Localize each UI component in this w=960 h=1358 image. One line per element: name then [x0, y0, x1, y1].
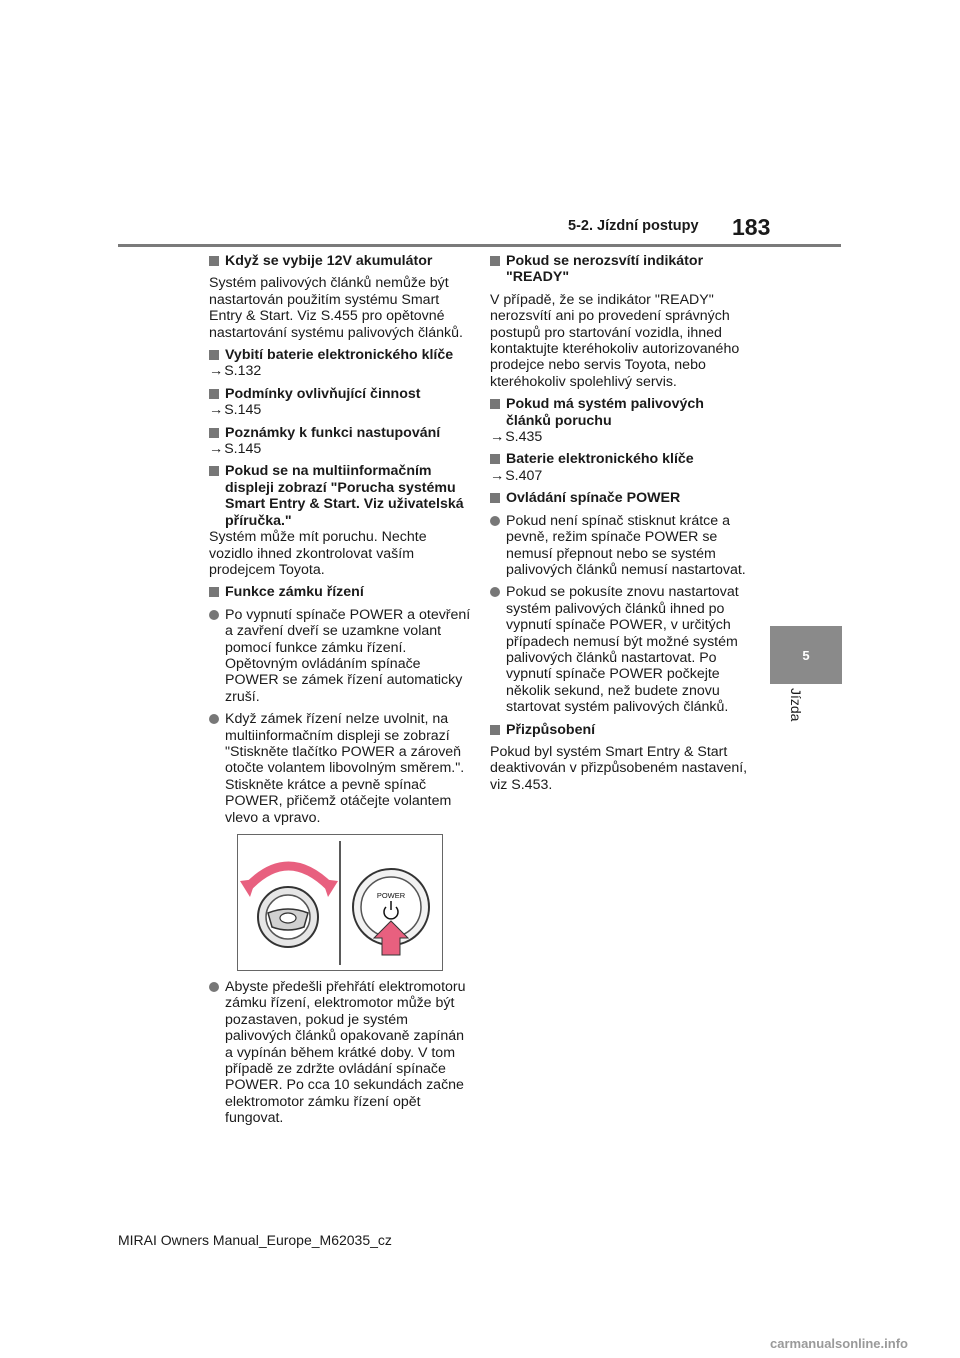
heading-key-battery: Baterie elektronického klíče	[490, 451, 752, 467]
heading-customization: Přizpůsobení	[490, 722, 752, 738]
section-title: 5-2. Jízdní postupy	[568, 218, 699, 234]
power-button-label: POWER	[376, 891, 406, 900]
paragraph-ready-indicator: V případě, že se indikátor "READY" nerozsvítí ani po provedení správných postupů pro startování vozidla, ihned kontaktujte kteréhokoliv autorizovaného prodejce nebo servis Toyota, nebo kteréhokoliv spolehlivý servis.	[490, 291, 740, 390]
heading-operating-conditions: Podmínky ovlivňující činnost	[209, 386, 471, 402]
reference-link[interactable]: → S.132	[209, 363, 471, 379]
steering-power-illustration	[237, 834, 443, 971]
footer-text: MIRAI Owners Manual_Europe_M62035_cz	[118, 1232, 392, 1248]
paragraph-customization: Pokud byl systém Smart Entry & Start deaktivován v přizpůsobeném nastavení, viz S.453.	[490, 743, 748, 793]
heading-entry-function: Poznámky k funkci nastupování	[209, 425, 471, 441]
heading-key-battery: Vybití baterie elektronického klíče	[209, 347, 471, 363]
chapter-label	[788, 688, 806, 748]
bullet-power-switch-1: Pokud není spínač stisknut krátce a pevně, režim spínače POWER se nemusí přepnout nebo se systém palivových článků nemusí nastartovat.	[490, 513, 752, 579]
heading-ready-indicator: Pokud se nerozsvítí indikátor "READY"	[490, 253, 752, 286]
right-column	[490, 253, 752, 799]
heading-12v-battery: Když se vybije 12V akumulátor	[209, 253, 471, 269]
heading-display-message: Pokud se na multiinformačním displeji zobrazí "Porucha systému Smart Entry & Start. Viz uživatelská příručka."	[209, 463, 471, 529]
reference-link[interactable]: → S.407	[490, 468, 752, 484]
bullet-steering-lock-3: Abyste předešli přehřátí elektromotoru zámku řízení, elektromotor může být pozastaven, pokud je systém palivových článků opakovaně zapínán a vypínán během krátké doby. V tom případě ze zdržte ovládání spínače POWER. Po cca 10 sekundách začne elektromotor zámku řízení opět fungovat.	[209, 979, 471, 1127]
reference-link[interactable]: → S.145	[209, 402, 471, 418]
page-number: 183	[732, 214, 771, 240]
paragraph-display-message: Systém může mít poruchu. Nechte vozidlo ihned zkontrolovat vaším prodejcem Toyota.	[209, 529, 427, 578]
steering-wheel-icon	[258, 887, 318, 947]
header-divider	[118, 244, 841, 247]
paragraph-12v-battery: Systém palivových článků nemůže být nastartován použitím systému Smart Entry & Start. Viz S.455 pro opětovné nastartování systému palivových článků.	[209, 275, 463, 341]
left-column	[209, 253, 471, 1133]
heading-fuel-cell-fault: Pokud má systém palivových článků poruchu	[490, 396, 752, 429]
heading-power-switch: Ovládání spínače POWER	[490, 490, 752, 506]
watermark: carmanualsonline.info	[770, 1336, 908, 1351]
heading-steering-lock: Funkce zámku řízení	[209, 584, 471, 600]
bullet-steering-lock-1: Po vypnutí spínače POWER a otevření a zavření dveří se uzamkne volant pomocí funkce zámku řízení. Opětovným ovládáním spínače POWER se zámek řízení automaticky zruší.	[209, 607, 471, 705]
reference-link[interactable]: → S.145	[209, 441, 471, 457]
chapter-label-text: Jízda	[788, 688, 804, 722]
bullet-power-switch-2: Pokud se pokusíte znovu nastartovat systém palivových článků ihned po vypnutí spínače POWER, v určitých případech nemusí být možné systém palivových článků nastartovat. Po vypnutí spínače POWER počkejte několik sekund, než budete znovu startovat systém palivových článků.	[490, 584, 752, 715]
chapter-number: 5	[802, 647, 810, 663]
chapter-tab[interactable]	[770, 626, 842, 684]
illustration-graphic	[238, 835, 442, 970]
bullet-steering-lock-2: Když zámek řízení nelze uvolnit, na multiinformačním displeji se zobrazí "Stiskněte tlačítko POWER a zároveň otočte volantem libovolným směrem.". Stiskněte krátce a pevně spínač POWER, přičemž otáčejte volantem vlevo a vpravo.	[209, 711, 471, 826]
reference-link[interactable]: → S.435	[490, 429, 752, 445]
